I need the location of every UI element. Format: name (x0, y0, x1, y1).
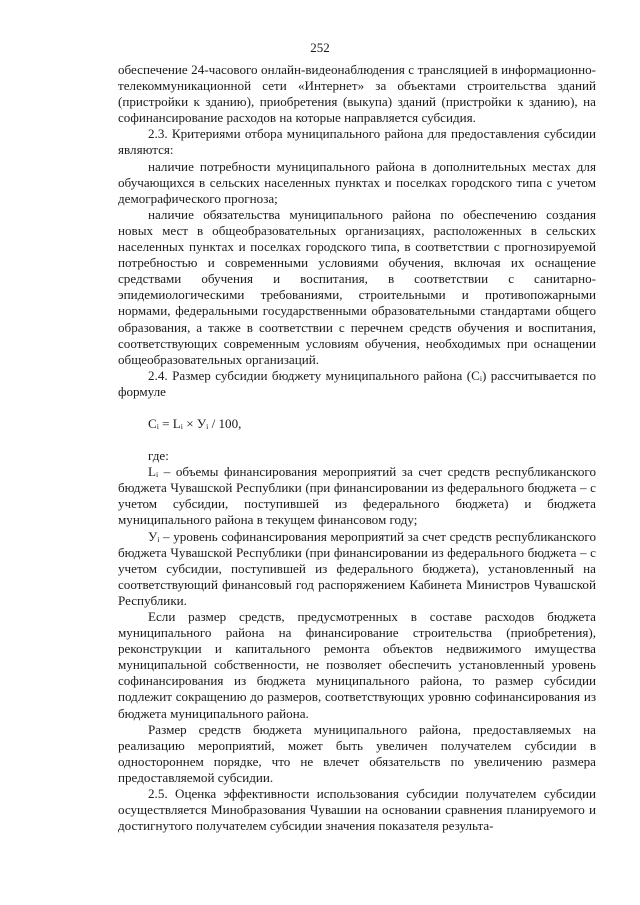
document-body (118, 62, 596, 834)
paragraph-criterion-2: наличие обязательства муниципального района по обеспечению создания новых мест в общеобразовательных организациях, расположенных в сельских населенных пунктах и поселках городского типа, в соответствии с прогнозируемой потребностью и современными условиями обучения, включая их оснащение средствами обучения и воспитания, в соответствии с санитарно-эпидемиологическими требованиями, строительными и противопожарными нормами, федеральными государственными образовательными стандартами общего образования, а также в соответствии с перечнем средств обучения и воспитания, соответствующих современным условиям обучения, необходимых при оснащении общеобразовательных организаций. (118, 206, 596, 367)
paragraph-reduction: Если размер средств, предусмотренных в составе расходов бюджета муниципального района на финансирование строительства (приобретения), реконструкции и капитального ремонта объектов недвижимого имущества муниципальной собственности, не позволяет обеспечить установленный уровень софинансирования из бюджета муниципального района, то размер субсидии подлежит сокращению до размеров, соответствующих уровню софинансирования из бюджета муниципального района. (118, 609, 596, 721)
paragraph-2-5: 2.5. Оценка эффективности использования субсидии получателем субсидии осуществляется Минобразования Чувашии на основании сравнения планируемого и достигнутого получателем субсидии значения показателя результа- (118, 786, 596, 834)
paragraph-where: где: (148, 448, 169, 464)
paragraph-definition-l: Lᵢ – объемы финансирования мероприятий за счет средств республиканского бюджета Чувашской Республики (при финансировании из федерального бюджета – с учетом субсидии, поступившей из федерального бюджета) и бюджета муниципального района в текущем финансовом году; (118, 464, 596, 528)
page-number: 252 (310, 40, 330, 55)
paragraph-increase: Размер средств бюджета муниципального района, предоставляемых на реализацию мероприятий, может быть увеличен получателем субсидии в одностороннем порядке, что не влечет обязательств по увеличению размера предоставляемой субсидии. (118, 721, 596, 785)
formula: Cᵢ = Lᵢ × Уᵢ / 100, (148, 415, 242, 431)
paragraph-2-3: 2.3. Критериями отбора муниципального района для предоставления субсидии являются: (118, 126, 596, 158)
paragraph-definition-u: Уᵢ – уровень софинансирования мероприятий за счет средств республиканского бюджета Чувашской Республики (при финансировании из федерального бюджета – с учетом субсидии, поступившей из федерального бюджета), установленный на соответствующий финансовый год распоряжением Кабинета Министров Чувашской Республики. (118, 528, 596, 608)
paragraph-continuation: обеспечение 24-часового онлайн-видеонаблюдения с трансляцией в информационно-телекоммуникационной сети «Интернет» за объектами строительства зданий (пристройки к зданию), приобретения (выкупа) зданий (пристройки к зданию), на софинансирование расходов на которые направляется субсидия. (118, 62, 596, 126)
paragraph-2-4: 2.4. Размер субсидии бюджету муниципального района (Cᵢ) рассчитывается по формуле (118, 367, 596, 399)
paragraph-criterion-1: наличие потребности муниципального района в дополнительных местах для обучающихся в сельских населенных пунктах и поселках городского типа с учетом демографического прогноза; (118, 158, 596, 206)
